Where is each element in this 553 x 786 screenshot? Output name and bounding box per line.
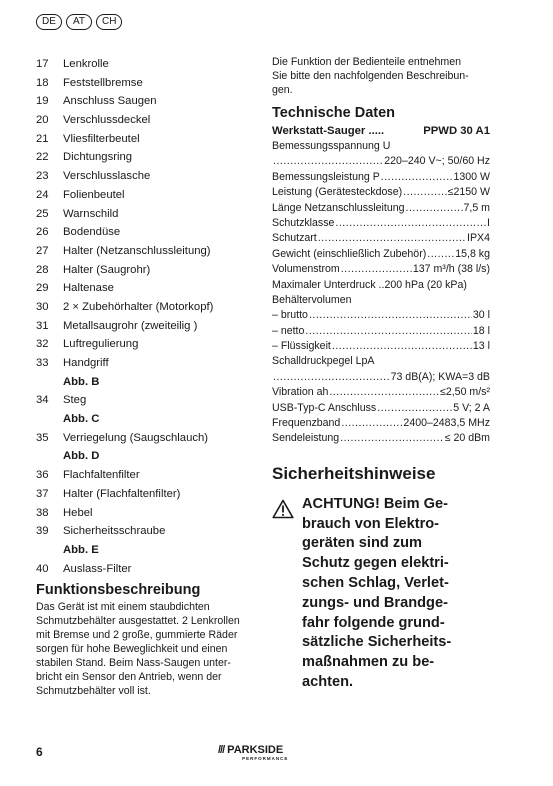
item-number: 36 <box>36 469 49 482</box>
spec-label: Schutzklasse <box>272 216 335 229</box>
leader-dots <box>406 201 463 216</box>
spec-row <box>272 339 490 354</box>
item-label: Flachfaltenfilter <box>63 469 140 482</box>
item-label: Sicherheitsschraube <box>63 525 166 538</box>
leader-dots <box>329 385 439 400</box>
spec-table <box>272 139 490 447</box>
figure-ref-b: Abb. B <box>63 375 100 388</box>
spec-label: Leistung (Gerätesteckdose) <box>272 186 403 199</box>
item-label: Halter (Saugrohr) <box>63 263 151 276</box>
country-badge-ch: CH <box>96 14 122 30</box>
item-label: Vliesfilterbeutel <box>63 132 140 145</box>
right-column <box>272 55 490 693</box>
spec-value: 2400–2483,5 MHz <box>403 417 490 430</box>
item-label: Halter (Netzanschlussleitung) <box>63 244 211 257</box>
item-label: Verschlusslasche <box>63 170 151 183</box>
list-item <box>36 317 254 336</box>
leader-dots <box>335 216 486 231</box>
item-number: 31 <box>36 319 49 332</box>
spec-row <box>272 370 490 385</box>
spec-value: 73 dB(A); KWA=3 dB <box>390 370 490 383</box>
safety-heading: Sicherheitshinweise <box>272 463 436 483</box>
list-item <box>36 111 254 130</box>
spec-row: Bemessungsspannung U <box>272 140 391 152</box>
spec-row <box>272 154 490 169</box>
leader-dots <box>341 416 402 431</box>
list-item <box>36 279 254 298</box>
list-item <box>36 354 254 373</box>
list-item <box>36 261 254 280</box>
item-number: 28 <box>36 263 49 276</box>
spec-value: 220–240 V~; 50/60 Hz <box>384 155 490 168</box>
spec-row: Maximaler Unterdruck ..200 hPa (20 kPa) <box>272 278 467 291</box>
item-number: 19 <box>36 95 49 108</box>
tech-data-heading: Technische Daten <box>272 105 396 121</box>
country-badges <box>36 14 122 30</box>
warning-line: sätzliche Sicherheits- <box>302 634 452 651</box>
list-item <box>36 335 254 354</box>
spec-label: Gewicht (einschließlich Zubehör) <box>272 247 427 260</box>
device-model-row <box>272 123 490 139</box>
paragraph-line: Schmutzbehälter voll ist. <box>36 685 151 698</box>
warning-line: achten. <box>302 673 354 690</box>
paragraph-line: gen. <box>272 84 293 96</box>
parts-list <box>36 55 254 578</box>
item-number: 27 <box>36 244 49 257</box>
item-number: 29 <box>36 282 49 295</box>
spec-value: 13 l <box>472 340 490 353</box>
list-item <box>36 522 254 541</box>
spec-value: 18 l <box>472 324 490 337</box>
paragraph-line: mit Bremse und 2 große, gummierte Räder <box>36 629 238 642</box>
leader-dots <box>377 401 452 416</box>
item-number: 30 <box>36 300 49 313</box>
leader-dots <box>318 231 466 246</box>
leader-dots <box>381 170 453 185</box>
leader-dots <box>273 370 390 385</box>
spec-value: ≤2150 W <box>447 186 490 199</box>
list-item <box>36 130 254 149</box>
item-number: 22 <box>36 151 49 164</box>
list-item <box>36 74 254 93</box>
spec-label: USB-Typ-C Anschluss <box>272 401 377 414</box>
list-item <box>36 148 254 167</box>
spec-value: 30 l <box>472 309 490 322</box>
leader-dots <box>332 339 472 354</box>
function-description <box>36 600 254 698</box>
list-item <box>36 429 254 448</box>
spec-row: Schalldruckpegel LpA <box>272 355 375 368</box>
item-label: Haltenase <box>63 282 114 295</box>
item-label: Folienbeutel <box>63 188 125 201</box>
list-item <box>36 223 254 242</box>
spec-label: – Flüssigkeit <box>272 340 331 353</box>
paragraph-line: Das Gerät ist mit einem staubdichten <box>36 601 210 614</box>
paragraph-line: bricht ein Sensor den Antrieb, wenn der <box>36 671 222 684</box>
spec-value: ≤2,50 m/s² <box>440 386 490 399</box>
item-label: Handgriff <box>63 357 109 369</box>
list-item <box>36 298 254 317</box>
paragraph-line: Die Funktion der Bedienteile entnehmen <box>272 56 462 68</box>
spec-label: Vibration ah <box>272 386 329 399</box>
figure-ref-c: Abb. C <box>63 413 100 426</box>
country-badge-de: DE <box>36 14 62 30</box>
left-column <box>36 55 254 698</box>
item-label: 2 × Zubehörhalter (Motorkopf) <box>63 300 214 313</box>
brand-subtitle: PERFORMANCE <box>242 756 289 761</box>
paragraph-line: Schmutzbehälter ausgestattet. 2 Lenkrollen <box>36 615 240 628</box>
list-item <box>36 242 254 261</box>
warning-triangle-icon <box>272 495 302 693</box>
list-item <box>36 560 254 579</box>
item-number: 20 <box>36 114 49 127</box>
leader-dots <box>427 247 454 262</box>
item-number: 37 <box>36 487 49 500</box>
paragraph-line: Sie bitte den nachfolgenden Beschreibun- <box>272 70 469 82</box>
country-badge-at: AT <box>66 14 92 30</box>
list-item <box>36 55 254 74</box>
item-number: 33 <box>36 357 49 369</box>
list-item <box>36 466 254 485</box>
spec-row: Behältervolumen <box>272 293 352 306</box>
item-label: Dichtungsring <box>63 151 133 164</box>
spec-value: ≤ 20 dBm <box>444 432 490 445</box>
model-number: PPWD 30 A1 <box>423 125 490 137</box>
spec-row <box>272 416 490 431</box>
spec-value: 15,8 kg <box>455 247 490 260</box>
warning-line: geräten sind zum <box>302 535 423 552</box>
warning-line: zungs- und Brandge- <box>302 594 448 611</box>
spec-label: Bemessungsleistung P <box>272 170 380 183</box>
warning-line: fahr folgende grund- <box>302 614 445 631</box>
spec-value: 137 m³/h (38 l/s) <box>412 263 490 276</box>
item-label: Hebel <box>63 506 93 519</box>
device-name: Werkstatt-Sauger ..... <box>272 125 385 137</box>
warning-text <box>302 495 451 693</box>
spec-row <box>272 201 490 216</box>
list-item <box>36 504 254 523</box>
leader-dots <box>341 262 412 277</box>
figure-ref-e: Abb. E <box>63 543 99 556</box>
spec-value: 1300 W <box>453 170 490 183</box>
spec-row <box>272 431 490 446</box>
item-number: 32 <box>36 338 49 351</box>
spec-row <box>272 401 490 416</box>
list-item <box>36 391 254 410</box>
item-number: 23 <box>36 170 49 183</box>
spec-row <box>272 247 490 262</box>
item-number: 18 <box>36 76 49 89</box>
spec-value: I <box>487 216 490 229</box>
item-number: 26 <box>36 226 49 239</box>
spec-value: 7,5 m <box>463 201 490 214</box>
item-label: Bodendüse <box>63 226 121 239</box>
item-number: 38 <box>36 506 49 519</box>
warning-line: ACHTUNG! Beim Ge- <box>302 495 448 512</box>
intro-paragraph <box>272 55 490 97</box>
item-label: Verriegelung (Saugschlauch) <box>63 431 209 444</box>
item-number: 24 <box>36 188 49 201</box>
item-label: Auslass-Filter <box>63 562 132 575</box>
spec-label: Sendeleistung <box>272 432 340 445</box>
paragraph-line: stabilen Stand. Beim Nass-Saugen unter- <box>36 657 231 670</box>
item-number: 21 <box>36 132 49 145</box>
brand-name: PARKSIDE <box>227 744 284 756</box>
item-number: 34 <box>36 394 49 407</box>
paragraph-line: sorgen für hohe Beweglichkeit und einen <box>36 643 228 656</box>
list-item <box>36 186 254 205</box>
warning-line: brauch von Elektro- <box>302 515 440 532</box>
leader-dots <box>273 154 383 169</box>
parkside-logo <box>218 744 288 762</box>
spec-row <box>272 231 490 246</box>
spec-row <box>272 385 490 400</box>
warning-line: maßnahmen zu be- <box>302 654 435 671</box>
item-number: 35 <box>36 431 49 444</box>
item-label: Luftregulierung <box>63 338 139 351</box>
list-item <box>36 167 254 186</box>
item-label: Verschlussdeckel <box>63 114 151 127</box>
item-number: 17 <box>36 58 49 70</box>
page-number: 6 <box>36 745 43 759</box>
item-label: Metallsaugrohr (zweiteilig ) <box>63 319 198 332</box>
item-label: Warnschild <box>63 207 119 220</box>
spec-row <box>272 170 490 185</box>
warning-line: schen Schlag, Verlet- <box>302 575 449 591</box>
item-number: 39 <box>36 525 49 538</box>
item-label: Feststellbremse <box>63 76 143 89</box>
spec-label: – brutto <box>272 309 308 322</box>
spec-row <box>272 262 490 277</box>
leader-dots <box>305 324 472 339</box>
figure-ref-d: Abb. D <box>63 450 100 463</box>
spec-row <box>272 216 490 231</box>
spec-value: 5 V; 2 A <box>453 401 490 414</box>
item-number: 25 <box>36 207 49 220</box>
spec-label: Volumenstrom <box>272 263 340 276</box>
spec-row <box>272 185 490 200</box>
logo-slashes-icon: /// <box>218 744 225 756</box>
item-label: Steg <box>63 394 87 407</box>
warning-block <box>272 495 490 693</box>
spec-value: IPX4 <box>467 232 490 245</box>
item-label: Lenkrolle <box>63 58 109 70</box>
spec-label: Schutzart <box>272 232 317 245</box>
leader-dots <box>403 185 447 200</box>
leader-dots <box>340 431 444 446</box>
item-number: 40 <box>36 562 49 575</box>
item-label: Halter (Flachfaltenfilter) <box>63 487 181 500</box>
list-item <box>36 485 254 504</box>
spec-label: – netto <box>272 324 305 337</box>
spec-row <box>272 308 490 323</box>
spec-row <box>272 324 490 339</box>
spec-label: Länge Netzanschlussleitung <box>272 201 405 214</box>
list-item <box>36 205 254 224</box>
item-label: Anschluss Saugen <box>63 95 157 108</box>
leader-dots <box>309 308 472 323</box>
spec-label: Frequenzband <box>272 417 341 430</box>
warning-line: Schutz gegen elektri- <box>302 555 449 572</box>
list-item <box>36 92 254 111</box>
function-heading: Funktionsbeschreibung <box>36 582 201 599</box>
